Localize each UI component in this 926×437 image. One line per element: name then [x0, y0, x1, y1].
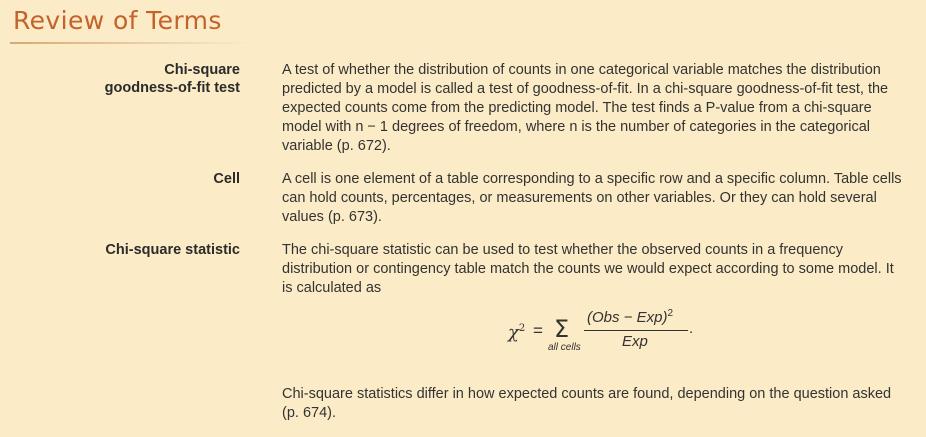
- formula-denominator: Exp: [622, 333, 648, 350]
- term-label-cell: [0, 170, 240, 188]
- term-definition-cell: [282, 170, 902, 227]
- definition-text: A cell is one element of a table corresponding to a specific row and a specific column. Table cells can hold counts, percentages, or measurements on other variables. Or they can hold several values (p. 673).: [282, 171, 902, 225]
- term-label-goodness-of-fit: [0, 61, 240, 97]
- formula-fraction-bar: [584, 330, 688, 331]
- term-label-line: Cell: [213, 171, 240, 187]
- term-definition-goodness-of-fit: [282, 61, 902, 156]
- term-label-line: goodness-of-fit test: [104, 80, 240, 96]
- definition-text: A test of whether the distribution of counts in one categorical variable matches the distribution predicted by a model is called a test of goodness-of-fit. In a chi-square goodness-of-fit test, the expected counts come from the predicting model. The test finds a P-value from a chi-square model with n − 1 degrees of freedom, where n is the number of categories in the categorical variable (p. 672).: [282, 62, 889, 154]
- section-title: Review of Terms: [13, 6, 222, 35]
- term-definition-chi-square-statistic: [282, 241, 902, 298]
- term-label-line: Chi-square statistic: [105, 242, 240, 258]
- chi-square-formula: [504, 306, 724, 356]
- formula-sum-subscript: all cells: [548, 342, 581, 353]
- formula-equals: =: [533, 321, 543, 340]
- term-label-line: Chi-square: [164, 62, 240, 78]
- formula-sum-sign: Σ: [554, 315, 570, 343]
- definition-text: The chi-square statistic can be used to test whether the observed counts in a frequency distribution or contingency table match the counts we would expect according to some model. It is calculated as: [282, 242, 894, 296]
- term-definition-continuation: [282, 370, 902, 437]
- formula-chi: $\chi^2$: [508, 322, 526, 343]
- formula-period: .: [689, 320, 694, 337]
- formula-numerator: (Obs − Exp)$^2$: [587, 308, 674, 326]
- definition-text: Chi-square statistics differ in how expected counts are found, depending on the question asked (p. 674).: [282, 385, 892, 421]
- term-label-chi-square-statistic: [0, 241, 240, 259]
- title-underline: [10, 42, 250, 44]
